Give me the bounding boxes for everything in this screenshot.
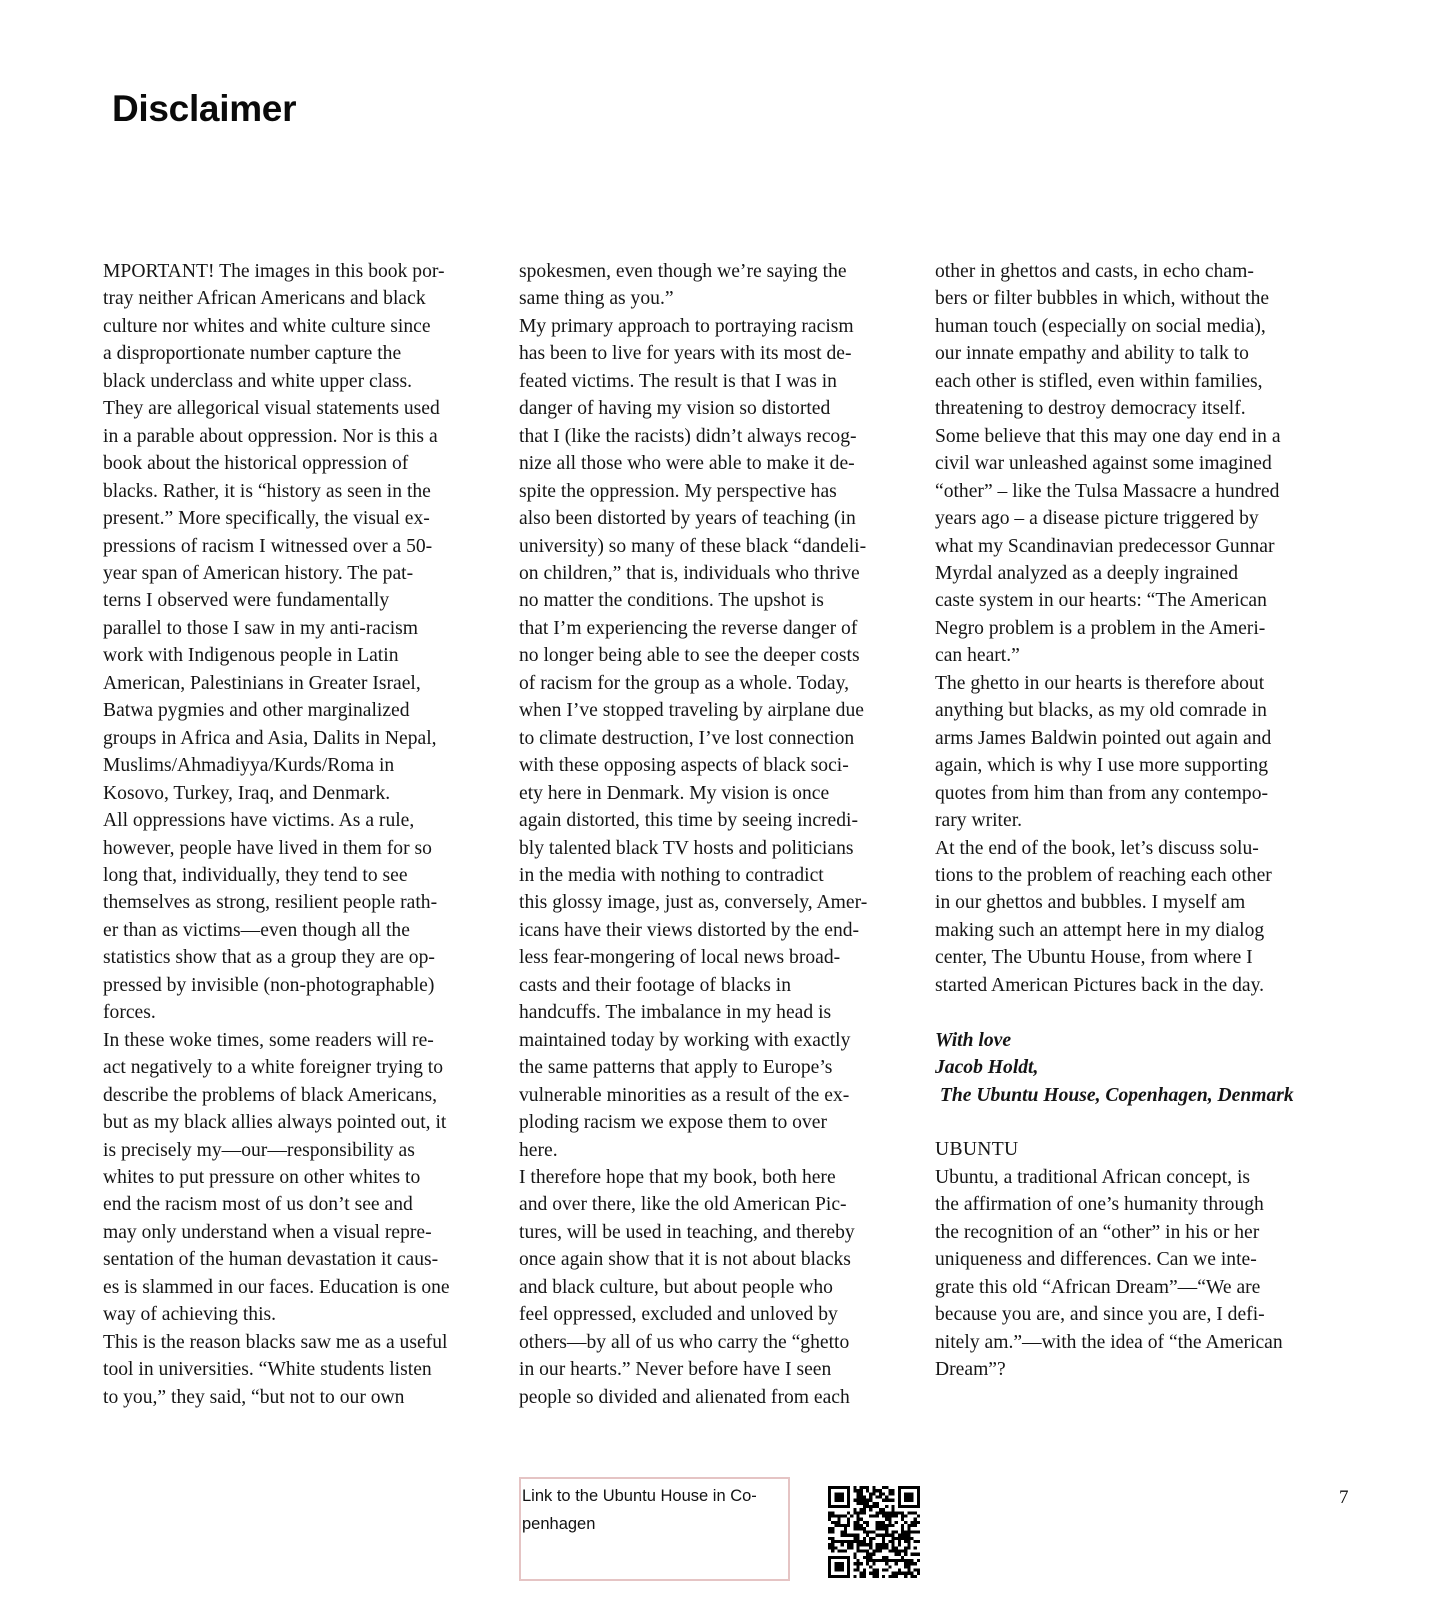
text-line: Dream”? xyxy=(935,1359,1006,1381)
text-line: handcuffs. The imbalance in my head is xyxy=(519,1002,832,1024)
signature-location: The Ubuntu House, Copenhagen, Denmark xyxy=(935,1084,1294,1106)
text-line: that I (like the racists) didn’t always recog- xyxy=(519,425,857,447)
text-line: icans have their views distorted by the end- xyxy=(519,919,860,941)
text-line: whites to put pressure on other whites to xyxy=(103,1166,421,1188)
text-line: casts and their footage of blacks in xyxy=(519,974,792,996)
text-line: way of achieving this. xyxy=(103,1304,277,1326)
text-line: center, The Ubuntu House, from where I xyxy=(935,947,1253,969)
text-line: present.” More specifically, the visual ex- xyxy=(103,508,430,530)
text-line: others—by all of us who carry the “ghetto xyxy=(519,1331,850,1353)
text-line: in the media with nothing to contradict xyxy=(519,864,824,886)
text-line: threatening to destroy democracy itself. xyxy=(935,398,1246,420)
text-line: quotes from him than from any contempo- xyxy=(935,782,1269,804)
text-line: nitely am.”—with the idea of “the American xyxy=(935,1331,1283,1353)
text-line: ploding racism we expose them to over xyxy=(519,1112,827,1134)
text-line: on children,” that is, individuals who thrive xyxy=(519,562,860,584)
spacer xyxy=(935,999,1335,1026)
text-line: “other” – like the Tulsa Massacre a hundred xyxy=(935,480,1280,502)
text-line: no longer being able to see the deeper costs xyxy=(519,645,860,667)
text-line: In these woke times, some readers will re- xyxy=(103,1029,434,1051)
text-line: arms James Baldwin pointed out again and xyxy=(935,727,1272,749)
text-line: tures, will be used in teaching, and thereby xyxy=(519,1221,855,1243)
text-line: year span of American history. The pat- xyxy=(103,562,414,584)
text-column-2 xyxy=(519,258,919,1411)
text-line: blacks. Rather, it is “history as seen in the xyxy=(103,480,431,502)
text-line: and black culture, but about people who xyxy=(519,1276,833,1298)
text-line: started American Pictures back in the day. xyxy=(935,974,1264,996)
text-line: same thing as you.” xyxy=(519,288,674,310)
spacer xyxy=(935,1109,1335,1136)
text-line: describe the problems of black Americans, xyxy=(103,1084,438,1106)
text-line: er than as victims—even though all the xyxy=(103,919,410,941)
text-line: rary writer. xyxy=(935,810,1023,832)
text-line: parallel to those I saw in my anti-racism xyxy=(103,617,419,639)
text-line: grate this old “African Dream”—“We are xyxy=(935,1276,1261,1298)
page-number: 7 xyxy=(1339,1487,1349,1508)
signature-name: Jacob Holdt, xyxy=(935,1057,1039,1079)
text-line: our innate empathy and ability to talk to xyxy=(935,343,1249,365)
text-line: Batwa pygmies and other marginalized xyxy=(103,700,410,722)
ubuntu-heading: UBUNTU xyxy=(935,1139,1019,1161)
text-line: tions to the problem of reaching each other xyxy=(935,864,1272,886)
text-line: bers or filter bubbles in which, without the xyxy=(935,288,1270,310)
text-line: I therefore hope that my book, both here xyxy=(519,1166,836,1188)
text-line: statistics show that as a group they are op- xyxy=(103,947,435,969)
text-line: is precisely my—our—responsibility as xyxy=(103,1139,415,1161)
text-line: and over there, like the old American Pic- xyxy=(519,1194,847,1216)
text-line: less fear-mongering of local news broad- xyxy=(519,947,841,969)
text-line: nize all those who were able to make it de- xyxy=(519,453,855,475)
text-line: culture nor whites and white culture since xyxy=(103,315,431,337)
column-3-body xyxy=(935,258,1335,999)
text-line: end the racism most of us don’t see and xyxy=(103,1194,413,1216)
text-line: act negatively to a white foreigner trying to xyxy=(103,1057,444,1079)
text-line: spokesmen, even though we’re saying the xyxy=(519,261,847,282)
text-line: the affirmation of one’s humanity through xyxy=(935,1194,1264,1216)
ubuntu-body xyxy=(935,1164,1335,1384)
text-line: book about the historical oppression of xyxy=(103,453,409,475)
text-line: once again show that it is not about blacks xyxy=(519,1249,851,1271)
text-line: themselves as strong, resilient people rath- xyxy=(103,892,438,914)
text-line: the same patterns that apply to Europe’s xyxy=(519,1057,833,1079)
text-line: terns I observed were fundamentally xyxy=(103,590,390,612)
text-line: vulnerable minorities as a result of the ex- xyxy=(519,1084,850,1106)
link-label-line-1: Link to the Ubuntu House in Co- xyxy=(522,1487,757,1505)
text-line: but as my black allies always pointed out, it xyxy=(103,1112,447,1134)
text-line: in our hearts.” Never before have I seen xyxy=(519,1359,832,1381)
text-line: years ago – a disease picture triggered by xyxy=(935,508,1259,530)
text-line: making such an attempt here in my dialog xyxy=(935,919,1265,941)
text-line: each other is stifled, even within families, xyxy=(935,370,1263,392)
text-line: Myrdal analyzed as a deeply ingrained xyxy=(935,562,1239,584)
text-line: groups in Africa and Asia, Dalits in Nepal, xyxy=(103,727,437,749)
text-line: caste system in our hearts: “The American xyxy=(935,590,1267,612)
link-label-line-2: penhagen xyxy=(522,1515,596,1533)
text-line: bly talented black TV hosts and politicians xyxy=(519,837,854,859)
text-line: uniqueness and differences. Can we inte- xyxy=(935,1249,1257,1271)
text-line: pressions of racism I witnessed over a 50- xyxy=(103,535,433,557)
text-line: people so divided and alienated from each xyxy=(519,1386,850,1408)
text-line: They are allegorical visual statements used xyxy=(103,398,440,420)
text-line: Negro problem is a problem in the Ameri- xyxy=(935,617,1266,639)
text-line: to you,” they said, “but not to our own xyxy=(103,1386,405,1408)
text-line: tray neither African Americans and black xyxy=(103,288,426,310)
text-line: Kosovo, Turkey, Iraq, and Denmark. xyxy=(103,782,391,804)
text-line: feated victims. The result is that I was in xyxy=(519,370,837,392)
text-line: maintained today by working with exactly xyxy=(519,1029,851,1051)
text-line: also been distorted by years of teaching (in xyxy=(519,508,856,530)
text-line: danger of having my vision so distorted xyxy=(519,398,831,420)
text-line: anything but blacks, as my old comrade in xyxy=(935,700,1267,722)
text-line: Ubuntu, a traditional African concept, is xyxy=(935,1166,1251,1188)
text-line: es is slammed in our faces. Education is one xyxy=(103,1276,450,1298)
text-line: This is the reason blacks saw me as a useful xyxy=(103,1331,448,1353)
text-line: American, Palestinians in Greater Israel, xyxy=(103,672,421,694)
text-line: however, people have lived in them for so xyxy=(103,837,432,859)
text-line: in our ghettos and bubbles. I myself am xyxy=(935,892,1246,914)
text-line: long that, individually, they tend to see xyxy=(103,864,408,886)
text-line: a disproportionate number capture the xyxy=(103,343,402,365)
text-line: to climate destruction, I’ve lost connection xyxy=(519,727,855,749)
text-line: here. xyxy=(519,1139,558,1161)
text-column-3 xyxy=(935,258,1335,1384)
text-line: forces. xyxy=(103,1002,156,1024)
page-title: Disclaimer xyxy=(112,88,297,129)
text-line: work with Indigenous people in Latin xyxy=(103,645,399,667)
text-line: spite the oppression. My perspective has xyxy=(519,480,837,502)
text-line: what my Scandinavian predecessor Gunnar xyxy=(935,535,1275,557)
text-line: All oppressions have victims. As a rule, xyxy=(103,810,415,832)
text-line: can heart.” xyxy=(935,645,1020,667)
text-line: At the end of the book, let’s discuss solu- xyxy=(935,837,1259,859)
text-line: pressed by invisible (non-photographable) xyxy=(103,974,435,996)
text-line: has been to live for years with its most de- xyxy=(519,343,852,365)
text-line: Some believe that this may one day end in a xyxy=(935,425,1281,447)
text-line: that I’m experiencing the reverse danger of xyxy=(519,617,858,639)
text-line: tool in universities. “White students listen xyxy=(103,1359,432,1381)
text-line: of racism for the group as a whole. Today, xyxy=(519,672,849,694)
text-line: with these opposing aspects of black soci- xyxy=(519,755,849,777)
text-line: feel oppressed, excluded and unloved by xyxy=(519,1304,838,1326)
text-line: civil war unleashed against some imagined xyxy=(935,453,1272,475)
ubuntu-house-link[interactable] xyxy=(519,1477,790,1581)
text-line: Muslims/Ahmadiyya/Kurds/Roma in xyxy=(103,755,395,777)
text-line: ety here in Denmark. My vision is once xyxy=(519,782,830,804)
text-line: My primary approach to portraying racism xyxy=(519,315,854,337)
text-line: other in ghettos and casts, in echo cham- xyxy=(935,261,1254,282)
text-line: The ghetto in our hearts is therefore about xyxy=(935,672,1265,694)
text-line: human touch (especially on social media), xyxy=(935,315,1266,337)
text-line: the recognition of an “other” in his or her xyxy=(935,1221,1260,1243)
text-line: no matter the conditions. The upshot is xyxy=(519,590,824,612)
text-line: again, which is why I use more supporting xyxy=(935,755,1269,777)
text-line: in a parable about oppression. Nor is this a xyxy=(103,425,438,447)
text-line: black underclass and white upper class. xyxy=(103,370,413,392)
text-line: because you are, and since you are, I defi- xyxy=(935,1304,1265,1326)
text-line: may only understand when a visual repre- xyxy=(103,1221,432,1243)
text-line: university) so many of these black “dandeli- xyxy=(519,535,867,557)
text-line: this glossy image, just as, conversely, Amer- xyxy=(519,892,868,914)
text-line: again distorted, this time by seeing incredi- xyxy=(519,810,858,832)
text-line: sentation of the human devastation it caus- xyxy=(103,1249,439,1271)
signature-closing: With love xyxy=(935,1029,1012,1051)
text-line: MPORTANT! The images in this book por- xyxy=(103,261,445,282)
text-line: when I’ve stopped traveling by airplane due xyxy=(519,700,864,722)
text-column-1 xyxy=(103,258,503,1411)
qr-code-icon[interactable] xyxy=(828,1486,920,1578)
